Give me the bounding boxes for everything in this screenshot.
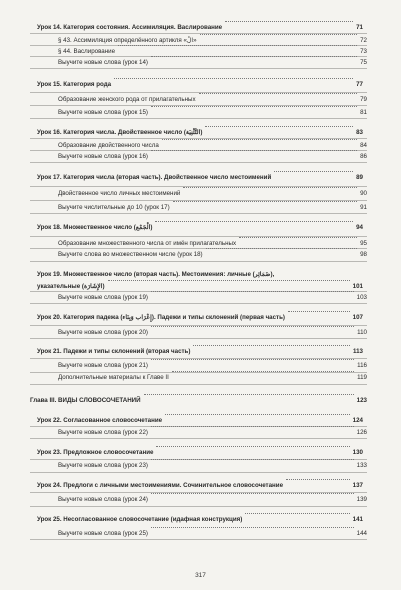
toc-entry-title: Урок 18. Множественное число (ﺍﻟْﺠَﻤْﻊ) — [37, 224, 153, 231]
toc-entry-page: 89 — [356, 174, 363, 181]
toc-entry-title: указательные (ﺍﻹِﺷَﺎﺭَﺓ) — [37, 283, 105, 290]
toc-entry-title: Выучите новые слова (урок 19) — [58, 294, 148, 301]
dot-leader — [151, 150, 357, 151]
toc-entry-title: Образование женского рода от прилагательных — [58, 96, 196, 103]
toc-entry-page: 144 — [356, 530, 367, 537]
toc-entry-title: Урок 25. Несогласованное словосочетание (идафная конструкция) — [37, 516, 243, 523]
toc-entry-page: 110 — [357, 329, 367, 336]
toc-entry-page: 81 — [360, 109, 367, 116]
toc-entry-title: Выучите новые слова (урок 14) — [58, 59, 148, 66]
dot-leader — [114, 78, 353, 79]
toc-entry-page: 84 — [360, 142, 367, 149]
toc-entry-title: Урок 16. Категория числа. Двойственное число (ﺍﻟﺘَّﺜْﻨِﻴَﺔ) — [37, 129, 203, 136]
toc-entry-title: Урок 20. Категория падежа (ﺇِﻋْﺮَﺍﺏ ﻭَﺑِﻨَﺎﺀ). Падежи и типы склонений (первая часть) — [37, 314, 285, 321]
toc-entry-page: 73 — [360, 48, 367, 55]
toc-entry-page: 119 — [357, 374, 367, 381]
toc-entry-page: 123 — [356, 397, 367, 404]
toc-entry-title: Выучите новые слова (урок 16) — [58, 153, 148, 160]
dot-leader — [151, 106, 357, 107]
toc-entry-title: § 44. Васлирование — [58, 48, 116, 55]
toc-entry-title: Урок 17. Категория числа (вторая часть). Двойственное число местоимений — [37, 174, 272, 181]
toc-entry-title: Урок 24. Предлоги с личными местоимениями. Сочинительное словосочетание — [37, 482, 284, 489]
toc-entry-page: 75 — [360, 59, 367, 66]
row-divider — [30, 118, 367, 119]
dot-leader — [199, 93, 358, 94]
row-divider — [30, 261, 367, 262]
dot-leader — [151, 56, 357, 57]
dot-leader — [118, 45, 357, 46]
dot-leader — [151, 426, 354, 427]
dot-leader — [108, 280, 350, 281]
toc-entry-title: § 43. Ассимиляция определённого артикля «ﺍﻝْ» — [58, 37, 197, 44]
toc-entry-page: 103 — [356, 294, 367, 301]
row-divider — [30, 338, 367, 339]
toc-entry-title: Выучите новые слова (урок 24) — [58, 496, 148, 503]
toc-entry-title: Выучите слова во множественном числе (урок 18) — [58, 251, 203, 258]
toc-entry-page: 139 — [356, 496, 367, 503]
toc-entry-page: 124 — [352, 417, 363, 424]
dot-leader — [225, 21, 353, 22]
toc-entry-title: Глава III. ВИДЫ СЛОВОСОЧЕТАНИЙ — [30, 397, 141, 404]
toc-entry-page: 86 — [360, 153, 367, 160]
toc-entry-title: Выучите новые слова (урок 22) — [58, 429, 148, 436]
dot-leader — [165, 414, 350, 415]
dot-leader — [286, 479, 350, 480]
toc-entry-title: Выучите новые слова (урок 25) — [58, 530, 148, 537]
toc-entry-title: Выучите числительные до 10 (урок 17) — [58, 204, 170, 211]
toc-entry-title: Урок 21. Падежи и типы склонений (вторая часть) — [37, 348, 191, 355]
toc-entry-title: Образование двойственного числа — [58, 142, 159, 149]
toc-entry-title: Урок 23. Предложное словосочетание — [37, 449, 154, 456]
toc-entry-page: 101 — [352, 283, 363, 290]
row-divider — [30, 506, 367, 507]
dot-leader — [206, 248, 358, 249]
dot-leader — [173, 201, 357, 202]
dot-leader — [274, 171, 353, 172]
row-divider — [30, 68, 367, 69]
dot-leader — [151, 326, 354, 327]
row-divider — [30, 539, 367, 540]
toc-entry-page: 79 — [360, 96, 367, 103]
toc-entry-title: Выучите новые слова (урок 21) — [58, 362, 148, 369]
row-divider — [30, 472, 367, 473]
row-divider — [30, 162, 367, 163]
toc-entry-page: 133 — [356, 462, 367, 469]
dot-leader — [288, 311, 350, 312]
toc-entry-page: 77 — [356, 81, 363, 88]
dot-leader — [172, 371, 354, 372]
toc-entry-title: Урок 19. Множественное число (вторая часть). Местоимения: личные (ﺿَﻤَﺎﺋِﺮ), — [37, 271, 275, 278]
toc-entry-title: Двойственное число личных местоимений — [58, 190, 181, 197]
toc-entry-page: 83 — [356, 129, 363, 136]
toc-entry-page: 107 — [352, 314, 363, 321]
page-number: 317 — [195, 572, 206, 579]
toc-entry-page: 113 — [353, 348, 363, 355]
dot-leader — [239, 237, 357, 238]
toc-entry-page: 95 — [360, 240, 367, 247]
dot-leader — [183, 187, 357, 188]
toc-entry-page: 91 — [360, 204, 367, 211]
toc-entry-page: 98 — [360, 251, 367, 258]
toc-entry-title: Урок 15. Категория рода — [37, 81, 112, 88]
toc-entry-title: Выучите новые слова (урок 20) — [58, 329, 148, 336]
toc-entry-page: 130 — [352, 449, 363, 456]
dot-leader — [144, 394, 354, 395]
toc-entry-title: Урок 22. Согласованное словосочетание — [37, 417, 163, 424]
toc-entry-page: 71 — [356, 24, 363, 31]
dot-leader — [151, 359, 354, 360]
toc-entry-title: Выучите новые слова (урок 23) — [58, 462, 148, 469]
toc-entry-page: 94 — [356, 224, 363, 231]
dot-leader — [156, 446, 349, 447]
row-divider — [30, 438, 367, 439]
toc-entry-page: 137 — [352, 482, 363, 489]
dot-leader — [162, 139, 357, 140]
dot-leader — [245, 513, 349, 514]
dot-leader — [151, 291, 354, 292]
dot-leader — [151, 493, 354, 494]
toc-entry-title: Образование множественного числа от имён прилагательных — [58, 240, 237, 247]
toc-entry-title: Дополнительные материалы к Главе II — [58, 374, 169, 381]
toc-entry-page: 116 — [357, 362, 367, 369]
row-divider — [30, 384, 367, 385]
toc-entry-page: 126 — [356, 429, 367, 436]
dot-leader — [200, 34, 358, 35]
toc-entry-title: Выучите новые слова (урок 15) — [58, 109, 148, 116]
toc-entry-page: 90 — [360, 190, 367, 197]
dot-leader — [155, 221, 353, 222]
row-divider — [30, 213, 367, 214]
dot-leader — [193, 345, 350, 346]
dot-leader — [151, 527, 354, 528]
toc-entry-page: 72 — [360, 37, 367, 44]
toc-entry-title: Урок 14. Категория состояния. Ассимиляция. Васлирование — [37, 24, 223, 31]
row-divider — [30, 303, 367, 304]
dot-leader — [205, 126, 353, 127]
dot-leader — [151, 459, 354, 460]
toc-entry-page: 141 — [352, 516, 363, 523]
